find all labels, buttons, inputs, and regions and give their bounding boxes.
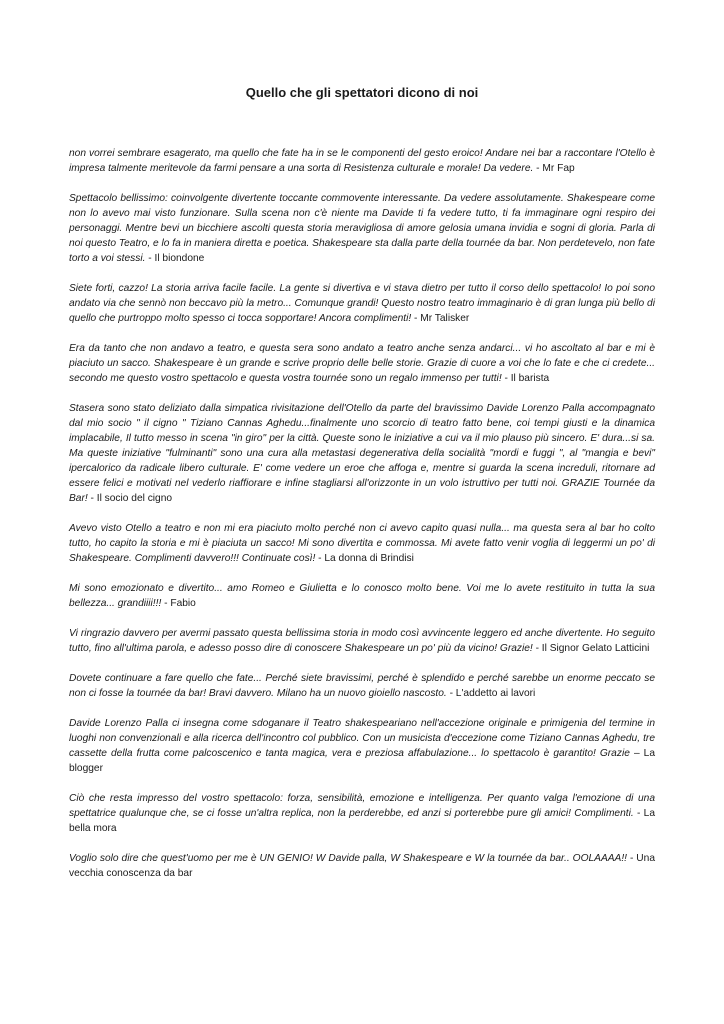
review-item [69, 521, 655, 566]
review-item [69, 791, 655, 836]
review-quote: Siete forti, cazzo! La storia arriva facile facile. La gente si divertiva e vi stava dietro per tutto il corso dello spettacolo! Io poi sono andato via che sennò non beccavo più la metro... Comunque grandi! Questo nostro teatro immaginario è di gran lunga più bello di quello che purtroppo molto spesso ci tocca sopportare! Ancora complimenti! [69, 283, 655, 324]
review-item [69, 581, 655, 611]
review-author: - Mr Talisker [411, 313, 470, 324]
review-quote: Vi ringrazio davvero per avermi passato questa bellissima storia in modo così avvincente leggero ed anche divertente. Ho seguito tutto, fino all'ultima parola, e adesso posso dire di conoscere Shakespeare un po' più da vicino! Grazie! [69, 628, 655, 654]
review-author: - Una vecchia conoscenza da bar [69, 853, 655, 879]
review-item [69, 716, 655, 776]
review-item [69, 341, 655, 386]
review-author: - Il biondone [145, 253, 205, 264]
review-item [69, 401, 655, 506]
review-quote: non vorrei sembrare esagerato, ma quello che fate ha in se le componenti del gesto eroico! Andare nei bar a raccontare l'Otello è impresa talmente meritevole da farmi pensare a una sorta di Resistenza culturale e morale! Da vedere. [69, 148, 655, 174]
review-author: – La blogger [69, 748, 655, 774]
review-item [69, 626, 655, 656]
review-quote: Spettacolo bellissimo: coinvolgente divertente toccante commovente interessante. Da vedere assolutamente. Shakespeare come non lo avevo mai visto funzionare. Sulla scena non c'è niente ma Davide ti fa vedere tutto, ti fa immaginare ogni respiro dei personaggi. Mentre bevi un bicchiere ascolti questa storia meravigliosa di amore gelosia umana invidia e sogni di gloria. Parla di noi questo Teatro, e lo fa in maniera diretta e poetica. Shakespeare sta dalla parte della tournée da bar. Non perdetevelo, non fate torto a voi stessi. [69, 193, 655, 264]
review-author: - L'addetto ai lavori [446, 688, 536, 699]
review-quote: Era da tanto che non andavo a teatro, e questa sera sono andato a teatro anche senza andarci... vi ho ascoltato al bar e mi è piaciuto un sacco. Shakespeare è un grande e scrive proprio delle belle storie. Grazie di cuore a voi che lo fate e che ci credete... secondo me questo vostro spettacolo e questa vostra tournée sono un regalo immenso per tutti! [69, 343, 655, 384]
review-quote: Voglio solo dire che quest'uomo per me è UN GENIO! W Davide palla, W Shakespeare e W la tournée da bar.. OOLAAAA!! [69, 853, 628, 864]
review-author: - Fabio [161, 598, 196, 609]
review-author: - Il Signor Gelato Latticini [532, 643, 650, 654]
review-author: - Il barista [501, 373, 550, 384]
review-quote: Dovete continuare a fare quello che fate... Perché siete bravissimi, perché è splendido e perché sarebbe un enorme peccato se non ci fosse la tournée da bar! Bravi davvero. Milano ha un nuovo gioiello nascosto. [69, 673, 655, 699]
review-quote: Mi sono emozionato e divertito... amo Romeo e Giulietta e lo conosco molto bene. Voi me lo avete restituito in tutta la sua bellezza... grandiiii!!! [69, 583, 655, 609]
review-author: - Mr Fap [533, 163, 575, 174]
review-item [69, 191, 655, 266]
review-item [69, 851, 655, 881]
review-quote: Davide Lorenzo Palla ci insegna come sdoganare il Teatro shakespeariano nell'accezione originale e primigenia del termine in luoghi non convenzionali e alla ricerca dell'incontro col pubblico. Con un musicista d'eccezione come Tiziano Cannas Aghedu, tre cassette della frutta come palcoscenico e tanta magica, vera e preziosa affabulazione... lo spettacolo è garantito! Grazie [69, 718, 655, 759]
review-quote: Avevo visto Otello a teatro e non mi era piaciuto molto perché non ci avevo capito quasi nulla... ma questa sera al bar ho colto tutto, ho capito la storia e mi è piaciuta un sacco! Mi sono divertita e commossa. Mi avete fatto venir voglia di leggermi un po' di Shakespeare. Complimenti davvero!!! Continuate così! [69, 523, 655, 564]
page-title: Quello che gli spettatori dicono di noi [245, 85, 479, 100]
review-item [69, 671, 655, 701]
review-item [69, 281, 655, 326]
reviews-list [69, 146, 655, 881]
review-author: - La bella mora [69, 808, 655, 834]
review-author: - Il socio del cigno [87, 493, 173, 504]
review-item [69, 146, 655, 176]
review-quote: Stasera sono stato deliziato dalla simpatica rivisitazione dell'Otello da parte del bravissimo Davide Lorenzo Palla accompagnato dal mio socio " il cigno " Tiziano Cannas Aghedu...finalmente uno scorcio di teatro fatto bene, coi tempi giusti e la dinamica implacabile, Il tutto messo in scena "in giro" per la città. Queste sono le iniziative a cui va il mio plauso più sincero. E' dura...si sa. Ma queste iniziative "fulminanti" sono una cura alla metastasi degenerativa della socialità "mordi e fuggi ", al "mangia e bevi" ipercalorico da radicale libero culturale. E' come vedere un eroe che affoga e, mentre si guarda la scena increduli, ritornare ad essere felici e motivati nel vederlo riaffiorare e infine stagliarsi all'orizzonte in un volo istruttivo per tutti noi. GRAZIE Tournée da Bar! [69, 403, 655, 504]
review-author: - La donna di Brindisi [315, 553, 414, 564]
review-quote: Ciò che resta impresso del vostro spettacolo: forza, sensibilità, emozione e intelligenza. Per quanto valga l'emozione di una spettatrice qualunque che, se ci fosse un'altra replica, non la perderebbe, ed anzi si porterebbe pure gli amici! Complimenti. [69, 793, 655, 819]
